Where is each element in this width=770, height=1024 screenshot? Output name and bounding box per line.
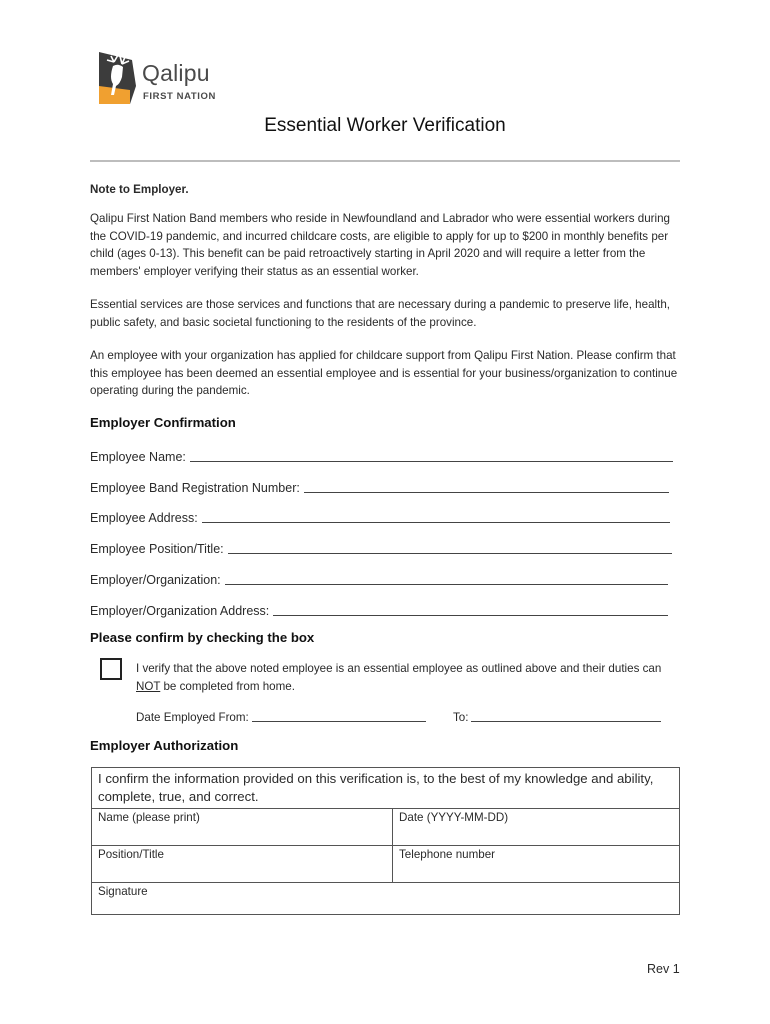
- employer-address-input[interactable]: [273, 602, 668, 616]
- date-label: Date (YYYY-MM-DD): [399, 811, 509, 824]
- field-label: Employer/Organization Address:: [90, 604, 270, 618]
- verify-statement: [136, 660, 676, 696]
- date-from-label: Date Employed From:: [136, 711, 249, 724]
- field-label: Employee Band Registration Number:: [90, 481, 300, 495]
- employer-organization-input[interactable]: [225, 571, 668, 585]
- page-title: Essential Worker Verification: [264, 115, 506, 136]
- date-to-input[interactable]: [471, 710, 661, 722]
- date-from-input[interactable]: [252, 710, 426, 722]
- phone-label: Telephone number: [399, 848, 496, 861]
- note-paragraph-3: An employee with your organization has applied for childcare support from Qalipu First Nation. Please confirm that this employee has been deemed an essential employee and is essential for your business/organization to continue operating during the pandemic.: [90, 349, 678, 397]
- divider: [90, 160, 680, 162]
- date-employed-to-field[interactable]: [453, 708, 661, 724]
- qalipu-logo: [96, 50, 226, 106]
- employee-address-input[interactable]: [202, 509, 670, 523]
- field-label: Employee Address:: [90, 511, 198, 525]
- authorization-statement: I confirm the information provided on this verification is, to the best of my knowledge and ability, complete, true, and correct.: [92, 768, 680, 809]
- org-name: Qalipu: [142, 60, 210, 86]
- employee-position-field[interactable]: [90, 538, 672, 556]
- date-to-label: To:: [453, 711, 469, 724]
- note-heading: Note to Employer.: [90, 183, 189, 196]
- signature-label: Signature: [98, 885, 148, 898]
- signature-cell[interactable]: [92, 883, 680, 915]
- name-cell[interactable]: [92, 809, 393, 846]
- field-label: Employee Position/Title:: [90, 542, 224, 556]
- verify-text-not: NOT: [136, 680, 161, 693]
- caribou-emblem-icon: [96, 50, 140, 106]
- verify-checkbox[interactable]: [100, 658, 122, 680]
- employer-address-field[interactable]: [90, 600, 668, 618]
- phone-cell[interactable]: [393, 846, 680, 883]
- employer-confirmation-heading: Employer Confirmation: [90, 415, 236, 430]
- employer-organization-field[interactable]: [90, 569, 668, 587]
- date-cell[interactable]: [393, 809, 680, 846]
- note-paragraph-2: Essential services are those services and functions that are necessary during a pandemic to preserve life, health, public safety, and basic societal functioning to the residents of the province.: [90, 298, 670, 329]
- position-label: Position/Title: [98, 848, 164, 861]
- verify-text-before: I verify that the above noted employee is an essential employee as outlined above and their duties can: [136, 662, 662, 675]
- verify-text-after: be completed from home.: [160, 680, 295, 693]
- name-label: Name (please print): [98, 811, 200, 824]
- field-label: Employer/Organization:: [90, 573, 221, 587]
- org-subtitle: FIRST NATION: [143, 91, 216, 102]
- employee-name-field[interactable]: [90, 446, 673, 464]
- employee-name-input[interactable]: [190, 448, 673, 462]
- revision-label: Rev 1: [647, 962, 680, 976]
- checkbox-section-heading: Please confirm by checking the box: [90, 630, 315, 645]
- employer-authorization-heading: Employer Authorization: [90, 738, 239, 753]
- position-cell[interactable]: [92, 846, 393, 883]
- note-paragraph-1: Qalipu First Nation Band members who reside in Newfoundland and Labrador who were essential workers during the COVID-19 pandemic, and incurred childcare costs, are eligible to apply for up to $200 in monthly benefits per child (ages 0-13). This benefit can be paid retroactively starting in April 2020 and will require a letter from the members' employer verifying their status as an essential worker.: [90, 212, 670, 278]
- authorization-table: [91, 767, 680, 915]
- band-registration-field[interactable]: [90, 477, 669, 495]
- field-label: Employee Name:: [90, 450, 186, 464]
- band-registration-input[interactable]: [304, 479, 669, 493]
- employee-position-input[interactable]: [228, 540, 672, 554]
- employee-address-field[interactable]: [90, 507, 670, 525]
- date-employed-from-field[interactable]: [136, 708, 426, 724]
